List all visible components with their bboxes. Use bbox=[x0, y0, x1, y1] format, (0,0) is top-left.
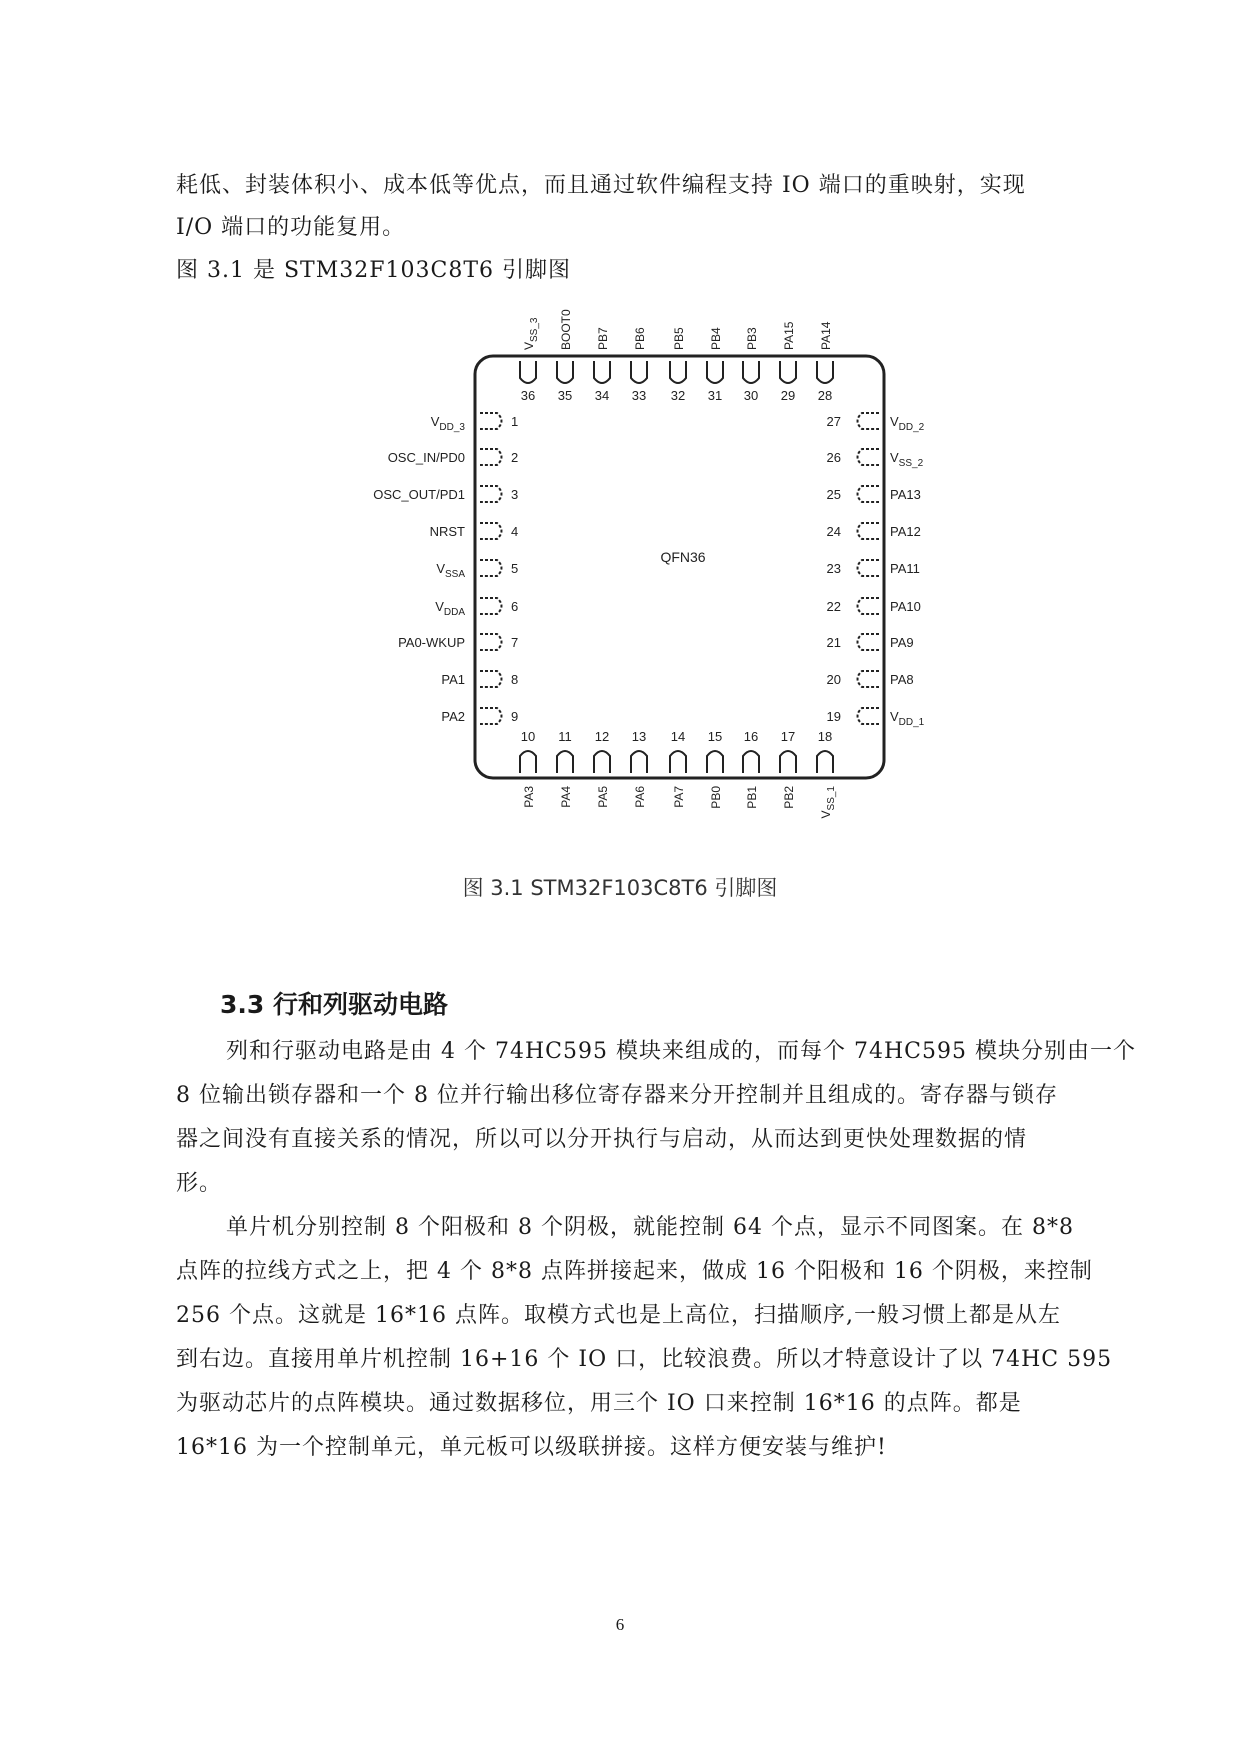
pin-label: NRST bbox=[429, 524, 465, 539]
pin-label: PA11 bbox=[890, 561, 920, 576]
pin-bottom-17 bbox=[780, 751, 796, 773]
pin-label: PB0 bbox=[709, 786, 723, 809]
text-line: 器之间没有直接关系的情况，所以可以分开执行与启动，从而达到更快处理数据的情 bbox=[176, 1127, 1028, 1152]
pin-left-3 bbox=[480, 486, 502, 502]
pin-top-30 bbox=[743, 361, 759, 383]
pin-top-32 bbox=[670, 361, 686, 383]
pin-right-22 bbox=[858, 598, 880, 614]
pin-label: BOOT0 bbox=[559, 309, 573, 350]
pin-left-6 bbox=[480, 598, 502, 614]
pin-top-31 bbox=[707, 361, 723, 383]
pin-right-21 bbox=[858, 634, 880, 650]
pin-left-7 bbox=[480, 634, 502, 650]
pin-label: PB4 bbox=[709, 327, 723, 350]
pin-label: PA6 bbox=[633, 786, 647, 808]
pin-number: 3 bbox=[511, 487, 519, 502]
chip-body bbox=[475, 356, 884, 778]
pin-left-8 bbox=[480, 671, 502, 687]
pin-number: 24 bbox=[826, 524, 841, 539]
pin-left-2 bbox=[480, 449, 502, 465]
pin-number: 9 bbox=[511, 709, 519, 724]
pin-number: 17 bbox=[780, 729, 796, 744]
pin-label: PA9 bbox=[890, 635, 914, 650]
pin-top-28 bbox=[817, 361, 833, 383]
text-line: 到右边。直接用单片机控制 16+16 个 IO 口，比较浪费。所以才特意设计了以 74HC 595 bbox=[176, 1347, 1113, 1372]
pin-number: 26 bbox=[826, 450, 841, 465]
pin-label: PA3 bbox=[522, 786, 536, 808]
pin-number: 29 bbox=[780, 388, 796, 403]
pin-bottom-13 bbox=[631, 751, 647, 773]
pin-label: PA5 bbox=[596, 786, 610, 808]
pin-top-29 bbox=[780, 361, 796, 383]
text-line: 列和行驱动电路是由 4 个 74HC595 模块来组成的，而每个 74HC595 模块分别由一个 bbox=[226, 1039, 1136, 1064]
pin-label: PA14 bbox=[819, 321, 833, 350]
pin-number: 1 bbox=[511, 414, 519, 429]
pin-number: 10 bbox=[520, 729, 536, 744]
pin-label: PA15 bbox=[782, 321, 796, 350]
pin-number: 23 bbox=[826, 561, 841, 576]
pin-number: 21 bbox=[826, 635, 841, 650]
pin-right-27 bbox=[858, 413, 880, 429]
pin-top-33 bbox=[631, 361, 647, 383]
text-line: 形。 bbox=[176, 1171, 223, 1196]
text-line: 8 位输出锁存器和一个 8 位并行输出移位寄存器来分开控制并且组成的。寄存器与锁存 bbox=[176, 1083, 1058, 1108]
pin-left-1 bbox=[480, 413, 502, 429]
pin-label: $V_{DD\_3}$ bbox=[430, 414, 465, 433]
pin-number: 5 bbox=[511, 561, 519, 576]
pin-left-9 bbox=[480, 708, 502, 724]
pin-label: PA0-WKUP bbox=[398, 635, 465, 650]
pin-number: 20 bbox=[826, 672, 841, 687]
pin-number: 31 bbox=[707, 388, 723, 403]
pin-label: $V_{SSA}$ bbox=[436, 561, 465, 580]
pin-label: PB7 bbox=[596, 327, 610, 350]
pin-label: $V_{DDA}$ bbox=[435, 599, 465, 618]
pin-number: 19 bbox=[826, 709, 841, 724]
pin-right-24 bbox=[858, 523, 880, 539]
pin-label: PB3 bbox=[745, 327, 759, 350]
pin-label: PA13 bbox=[890, 487, 921, 502]
text-line: I/O 端口的功能复用。 bbox=[176, 215, 406, 240]
pin-number: 15 bbox=[707, 729, 723, 744]
pin-label: OSC_OUT/PD1 bbox=[373, 487, 465, 502]
pin-bottom-11 bbox=[557, 751, 573, 773]
pin-label: PA12 bbox=[890, 524, 921, 539]
text-line: 256 个点。这就是 16*16 点阵。取模方式也是上高位，扫描顺序,一般习惯上都是从左 bbox=[176, 1303, 1061, 1328]
pin-number: 7 bbox=[511, 635, 519, 650]
pin-number: 34 bbox=[594, 388, 610, 403]
pin-label: PA8 bbox=[890, 672, 914, 687]
pin-bottom-14 bbox=[670, 751, 686, 773]
page-number: 6 bbox=[615, 1615, 625, 1634]
pin-number: 36 bbox=[520, 388, 536, 403]
pin-bottom-16 bbox=[743, 751, 759, 773]
pin-number: 4 bbox=[511, 524, 519, 539]
pin-number: 28 bbox=[817, 388, 833, 403]
text-line: 点阵的拉线方式之上，把 4 个 8*8 点阵拼接起来，做成 16 个阳极和 16 个阴极，来控制 bbox=[176, 1259, 1093, 1284]
section-heading: 3.3 行和列驱动电路 bbox=[220, 990, 448, 1019]
pin-left-4 bbox=[480, 523, 502, 539]
pin-top-34 bbox=[594, 361, 610, 383]
pin-number: 18 bbox=[817, 729, 833, 744]
text-line: 耗低、封装体积小、成本低等优点，而且通过软件编程支持 IO 端口的重映射，实现 bbox=[176, 173, 1026, 198]
pin-label: PA7 bbox=[672, 786, 686, 808]
pin-bottom-18 bbox=[817, 751, 833, 773]
pin-number: 6 bbox=[511, 599, 519, 614]
pin-label: PA10 bbox=[890, 599, 921, 614]
text-line: 为驱动芯片的点阵模块。通过数据移位，用三个 IO 口来控制 16*16 的点阵。都是 bbox=[176, 1391, 1022, 1416]
pin-number: 11 bbox=[558, 729, 572, 744]
pin-label: PB6 bbox=[633, 327, 647, 350]
pin-right-20 bbox=[858, 671, 880, 687]
text-line: 图 3.1 是 STM32F103C8T6 引脚图 bbox=[176, 258, 571, 283]
pin-number: 35 bbox=[557, 388, 573, 403]
pin-number: 22 bbox=[826, 599, 841, 614]
pin-right-26 bbox=[858, 449, 880, 465]
pin-right-25 bbox=[858, 486, 880, 502]
pin-label: PB2 bbox=[782, 786, 796, 809]
pin-label: $V_{DD\_2}$ bbox=[890, 414, 925, 433]
pin-right-23 bbox=[858, 560, 880, 576]
pin-number: 25 bbox=[826, 487, 841, 502]
pin-bottom-10 bbox=[520, 751, 536, 773]
pin-label: $V_{DD\_1}$ bbox=[890, 709, 925, 728]
pin-right-19 bbox=[858, 708, 880, 724]
text-line: 16*16 为一个控制单元，单元板可以级联拼接。这样方便安装与维护! bbox=[176, 1435, 887, 1460]
pin-number: 14 bbox=[670, 729, 686, 744]
figure-caption: 图 3.1 STM32F103C8T6 引脚图 bbox=[462, 876, 778, 900]
pin-number: 32 bbox=[670, 388, 686, 403]
pin-number: 12 bbox=[594, 729, 610, 744]
pin-bottom-15 bbox=[707, 751, 723, 773]
pin-number: 27 bbox=[826, 414, 841, 429]
pin-label: PB1 bbox=[745, 786, 759, 809]
pin-left-5 bbox=[480, 560, 502, 576]
package-label: QFN36 bbox=[660, 549, 706, 565]
pin-label: $V_{SS\_1}$ bbox=[819, 786, 837, 819]
pin-number: 8 bbox=[511, 672, 519, 687]
pin-label: $V_{SS\_3}$ bbox=[522, 317, 540, 350]
pin-label: PA4 bbox=[559, 786, 573, 808]
text-line: 单片机分别控制 8 个阳极和 8 个阴极，就能控制 64 个点，显示不同图案。在 8*8 bbox=[226, 1215, 1074, 1240]
pin-bottom-12 bbox=[594, 751, 610, 773]
pin-top-36 bbox=[520, 361, 536, 383]
pin-top-35 bbox=[557, 361, 573, 383]
pin-number: 33 bbox=[631, 388, 647, 403]
pin-label: $V_{SS\_2}$ bbox=[890, 450, 924, 469]
pin-number: 16 bbox=[743, 729, 759, 744]
pin-label: PB5 bbox=[672, 327, 686, 350]
pin-label: PA2 bbox=[441, 709, 465, 724]
pin-number: 30 bbox=[743, 388, 759, 403]
pin-label: PA1 bbox=[441, 672, 465, 687]
pin-number: 13 bbox=[631, 729, 647, 744]
pin-label: OSC_IN/PD0 bbox=[387, 450, 465, 465]
pin-number: 2 bbox=[511, 450, 519, 465]
